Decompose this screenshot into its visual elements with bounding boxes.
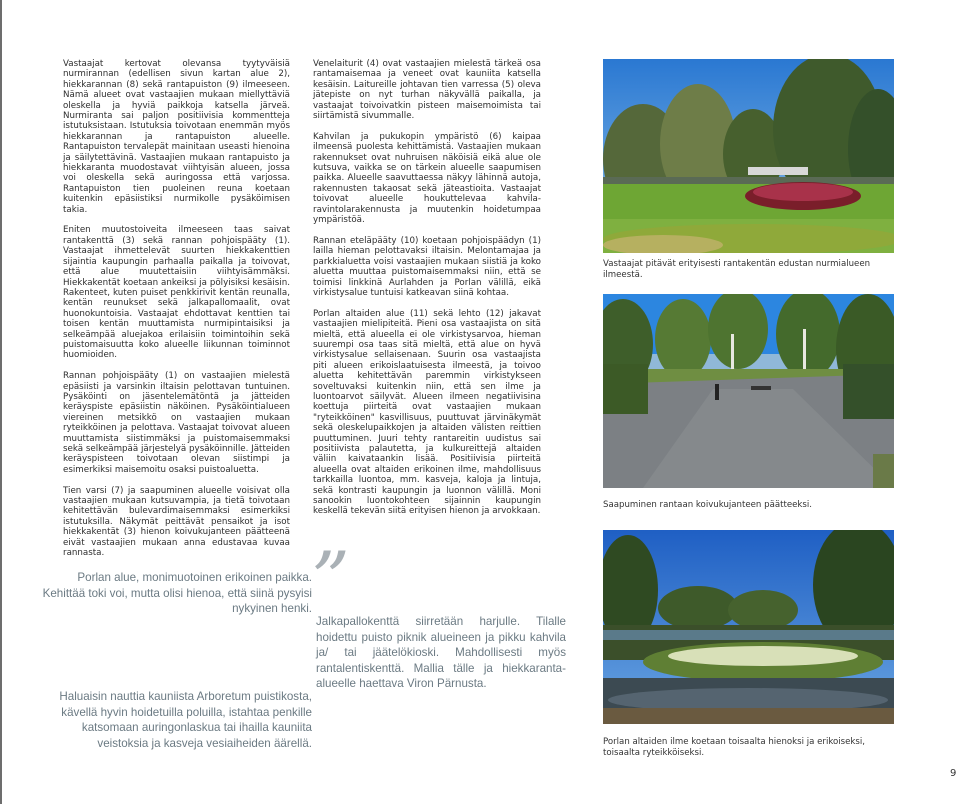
paragraph: Eniten muutostoiveita ilmeeseen taas saivat rantakenttä (3) sekä rannan pohjoispääty (1). Vastaajat ihmettelevät suurten hiekkakenttien sijaintia kaupungin parhaalla paikalla ja toivovat, että alue muutettaisiin viihtyisämmäksi. Hiekkakentät koetaan ankeiksi ja pölyisiksi kesäisin. Rakenteet, kuten puiset penkkirivit kentän reunalla, kentän reunukset sekä jalkapallomaalit, ovat huonokuntoisia. Vastaajat ehdottavat kenttien tai toisen kentän muuttamista nurmipintaisiksi ja selkeämpää aluejakoa erilaisiin toimintoihin sekä puistomaisuutta koko alueelle liikunnan toiminnot huomioiden. [63, 225, 290, 361]
paragraph: Rannan pohjoispääty (1) on vastaajien mielestä epäsiisti ja varsinkin iltaisin pelottavan tuntuinen. Pysäköinti on jäsentelemätöntä ja jätteiden keräyspiste epäsiistin näköinen. Pysäköintialueen viereinen metsikkö on vastaajien mukaan ryteikköinen ja pelottava. Vastaajat toivovat alueen muuttamista siistimmäksi ja puistomaisemmaksi sekä selkeämpää järjestelyä pysäköinnille. Jätteiden keräyspisteen toivotaan olevan siistimpi ja esimerkiksi maisemoitu osaksi puistoaluetta. [63, 371, 290, 475]
quote-mark-icon: ” [311, 535, 350, 624]
quote-arboretum: Haluaisin nauttia kauniista Arboretum puistikosta, kävellä hyvin hoidetuilla poluilla, istahtaa penkille katsomaan auringonlaskua tai ihailla kauniita veistoksia ja kasveja vesiaiheiden äärellä. [59, 690, 312, 750]
photo-caption: Saapuminen rantaan koivukujanteen päätteeksi. [603, 500, 812, 510]
page-number: 9 [950, 768, 957, 779]
paragraph: Rannan eteläpääty (10) koetaan pohjoispäädyn (1) lailla hieman pelottavaksi iltaisin. Melontamajaa ja parkkialuetta voisi vastaajien mukaan siistiä ja koko aluetta muuttaa puistomaisemmaksi niin, että se toimisi linkkinä Aurlahden ja Porlan välillä, eikä virkistysalue tuntuisi katkeavan siinä kohtaa. [313, 235, 541, 298]
photo-birch-avenue [603, 294, 894, 488]
photo-caption: Vastaajat pitävät erityisesti rantakentän edustan nurmialueen ilmeestä. [603, 259, 871, 280]
paragraph: Vastaajat kertovat olevansa tyytyväisiä nurmirannan (edellisen sivun kartan alue 2), hiekkarannan (8) sekä rantapuiston (9) ilmeeseen. Nämä alueet ovat vastaajien mukaan miellyttäviä oleskella ja hyviä paikkoja katsella järveä. Nurmiranta sai paljon positiivisia kommentteja istutuksistaan. Istutuksia toivotaan enemmän myös hiekkarannan ja rantapuiston alueelle. Rantapuiston tervalepät mainitaan useasti hienoina ja säilytettävinä. Vastaajien mukaan rantapuisto ja hiekkaranta muodostavat viihtyisän alueen, jossa voi oleskella sekä auringossa että varjossa. Rantapuiston tien puoleinen reuna koetaan kuitenkin epäsiistiksi nurmikolle pysäköimisen takia. [63, 59, 290, 215]
quote-football-field: Jalkapallokenttä siirretään harjulle. Tilalle hoidettu puisto piknik alueineen ja pikku kahvila ja/ tai jäätelökioski. Mahdollisesti myös rantalentiskenttä. Mallia tälle ja hiekkaranta-alueelle haettava Viron Pärnusta. [316, 615, 566, 691]
photo-porla-ponds [603, 530, 894, 724]
photo-lawn-flowerbed [603, 59, 894, 253]
paragraph: Kahvilan ja pukukopin ympäristö (6) kaipaa ilmeensä puolesta kehittämistä. Vastaajien mukaan rakennukset ovat nuhruisen näköisiä eikä alue ole kutsuva, vaikka se on tärkein alueelle saapumisen paikka. Alueelle saavuttaessa näkyy lähinnä autoja, rakennusten takaosat sekä jäteastioita. Vastaajat toivovat alueelle houkuttelevaa kahvila-ravintolarakennusta ja muutenkin hoidetumpaa ympäristöä. [313, 131, 541, 226]
text-column-2 [313, 59, 541, 527]
text-column-1 [63, 59, 290, 569]
paragraph: Tien varsi (7) ja saapuminen alueelle voisivat olla vastaajien mukaan kutsuvampia, ja tietä toivotaan kehitettävän bulevardimaisemmaksi esimerkiksi istutuksilla. Näkymät peittävät pensaikot ja isot hiekkakentät (3) hienon koivukujanteen päätteenä eivät vastaajien mukaan anna edustavaa kuvaa rannasta. [63, 485, 290, 559]
quote-porla: Porlan alue, monimuotoinen erikoinen paikka. Kehittää toki voi, mutta olisi hienoa, että siinä pysyisi nykyinen henki. [42, 571, 312, 616]
page-left-edge [0, 0, 2, 804]
paragraph: Venelaiturit (4) ovat vastaajien mielestä tärkeä osa rantamaisemaa ja veneet ovat kauniita katsella kesäisin. Laitureille johtavan tien varressa (5) oleva jätepiste on nyt turhan näkyvällä paikalla, ja vastaajat toivoivatkin pisteen maisemoimista tai siirtämistä sivummalle. [313, 59, 541, 122]
photo-caption: Porlan altaiden ilme koetaan toisaalta hienoksi ja erikoiseksi, toisaalta ryteikköiseksi. [603, 737, 865, 758]
paragraph: Porlan altaiden alue (11) sekä lehto (12) jakavat vastaajien mielipiteitä. Pieni osa vastaajista on sitä mieltä, että alueella ei ole virkistysarvoa, hieman suurempi osa taas sitä mieltä, että alue on hyvä virkistysalue sellaisenaan. Suurin osa vastaajista piti alueen erikoislaatuisesta ilmeestä, ja toivoo aluetta kehitettävän paremmin virkistykseen soveltuvaksi kuitenkin niin, että sen ilme ja luontoarvot säilyvät. Alueen ilmeen negatiivisina koettuja piirteitä ovat vastaajien mukaan "ryteikköinen" kasvillisuus, puuttuvat järvinäkymät sekä oleskelupaikkojen ja altaiden välisten reittien puuttuminen. Juuri tehty rantareitin uudistus sai positiivista palautetta, ja kulkureittejä altaiden väliin kaivataankin lisää. Positiivisia piirteitä alueella ovat altaiden erikoinen ilme, mahdollisuus tarkkailla luontoa, mm. kasveja, kaloja ja lintuja, sekä kontrasti kaupungin ja luonnon välillä. Moni sanookin luontokohteen sijainnin kaupungin keskellä tekevän siitä erityisen hienon ja arvokkaan. [313, 308, 541, 517]
